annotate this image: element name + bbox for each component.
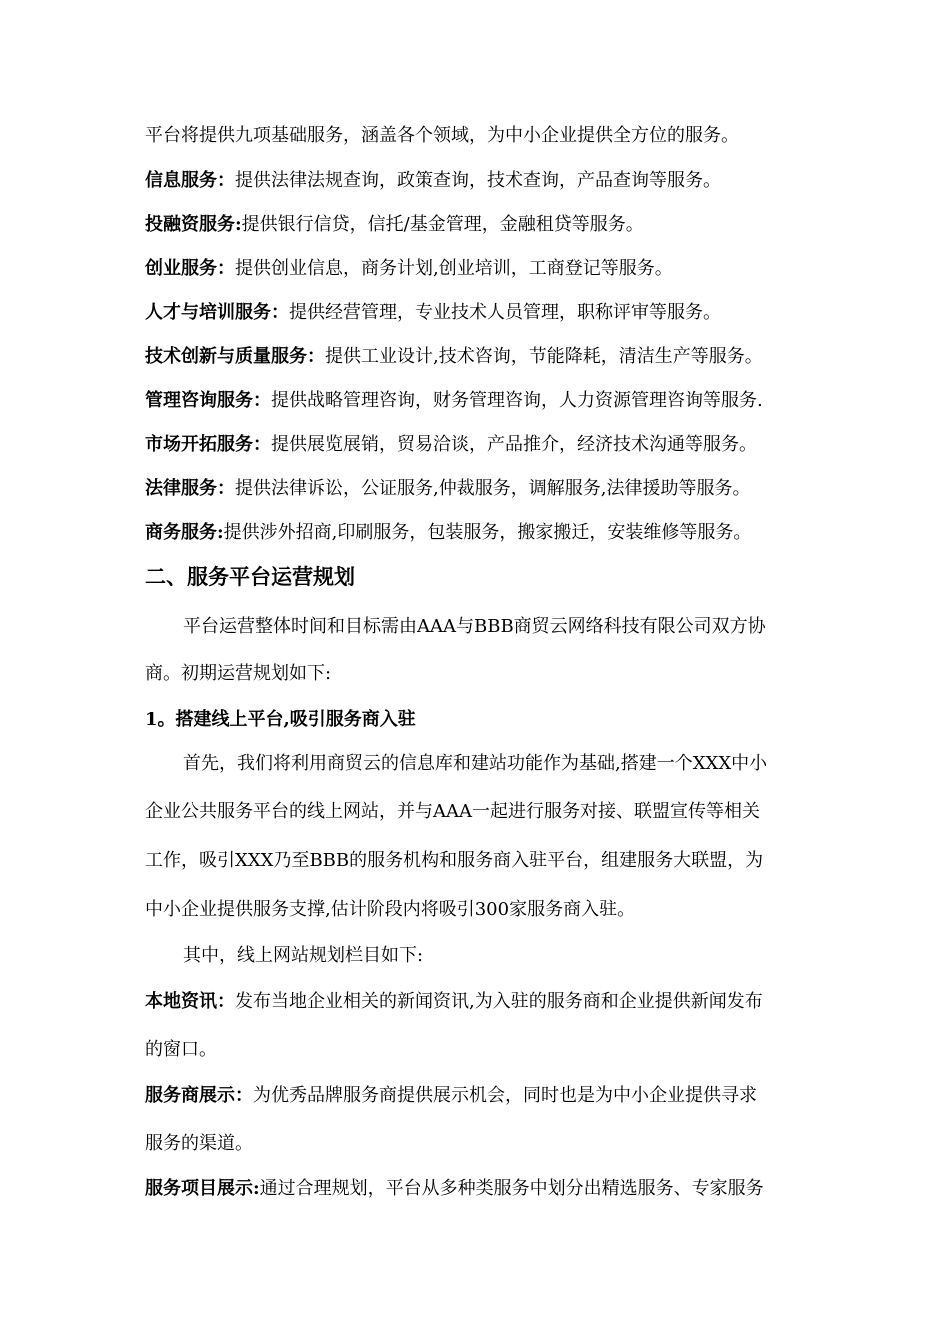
service-text: 提供经营管理，专业技术人员管理，职称评审等服务。 [289,302,721,323]
section-heading: 二、服务平台运营规划 [145,565,355,589]
service-text: 提供战略管理咨询，财务管理咨询，人力资源管理咨询等服务. [271,390,763,411]
paragraph-line: 中小企业提供服务支撑,估计阶段内将吸引300家服务商入驻。 [145,899,636,920]
service-text: 提供法律诉讼，公证服务,仲裁服务，调解服务,法律援助等服务。 [235,478,751,499]
service-label: 创业服务： [145,258,235,279]
service-item-finance [145,213,644,237]
paragraph-line: 首先，我们将利用商贸云的信息库和建站功能作为基础,搭建一个XXX中小 [183,753,768,774]
column-text: 通过合理规划，平台从多种类服务中划分出精选服务、专家服务 [259,1178,764,1199]
paragraph-line: 其中，线上网站规划栏目如下: [183,945,424,966]
service-text: 提供创业信息，商务计划,创业培训，工商登记等服务。 [235,258,673,279]
paragraph-line: 企业公共服务平台的线上网站，并与AAA一起进行服务对接、联盟宣传等相关 [145,801,760,822]
service-text: 提供银行信贷，信托/基金管理，金融租贷等服务。 [241,214,644,235]
service-label: 技术创新与质量服务： [145,346,325,367]
service-label: 人才与培训服务： [145,302,289,323]
service-label: 商务服务: [145,522,224,543]
paragraph-line: 平台运营整体时间和目标需由AAA与BBB商贸云网络科技有限公司双方协 [183,616,766,637]
service-label: 信息服务： [145,170,235,191]
column-label: 服务项目展示: [145,1178,260,1199]
service-text: 提供展览展销，贸易洽谈，产品推介，经济技术沟通等服务。 [271,434,757,455]
service-item-info [145,169,721,193]
service-label: 市场开拓服务： [145,434,271,455]
service-text: 提供工业设计,技术咨询，节能降耗，清洁生产等服务。 [325,346,763,367]
service-item-market [145,433,757,457]
column-item-local-news [145,990,763,1014]
paragraph-line: 工作，吸引XXX乃至BBB的服务机构和服务商入驻平台，组建服务大联盟，为 [145,850,764,871]
subsection-heading: 1。搭建线上平台,吸引服务商入驻 [145,709,416,730]
column-label: 本地资讯： [145,991,235,1012]
service-item-startup [145,257,673,281]
column-item-continuation: 服务的渠道。 [145,1133,253,1154]
column-item-service-showcase [145,1177,764,1201]
service-label: 法律服务： [145,478,235,499]
service-label: 投融资服务: [145,214,242,235]
service-label: 管理咨询服务： [145,390,271,411]
service-item-business [145,521,751,545]
column-label: 服务商展示： [145,1085,253,1106]
column-text: 发布当地企业相关的新闻资讯,为入驻的服务商和企业提供新闻发布 [235,991,763,1012]
service-item-consulting [145,389,763,413]
column-text: 为优秀品牌服务商提供展示机会，同时也是为中小企业提供寻求 [253,1085,757,1106]
column-item-continuation: 的窗口。 [145,1039,217,1060]
service-text: 提供法律法规查询，政策查询，技术查询，产品查询等服务。 [235,170,721,191]
service-item-tech [145,345,763,369]
service-item-talent [145,301,721,325]
intro-paragraph: 平台将提供九项基础服务，涵盖各个领域，为中小企业提供全方位的服务。 [145,125,739,146]
paragraph-line: 商。初期运营规划如下: [145,663,332,684]
service-text: 提供涉外招商,印刷服务，包装服务，搬家搬迁，安装维修等服务。 [223,522,752,543]
column-item-provider-showcase [145,1084,757,1108]
service-item-legal [145,477,750,501]
